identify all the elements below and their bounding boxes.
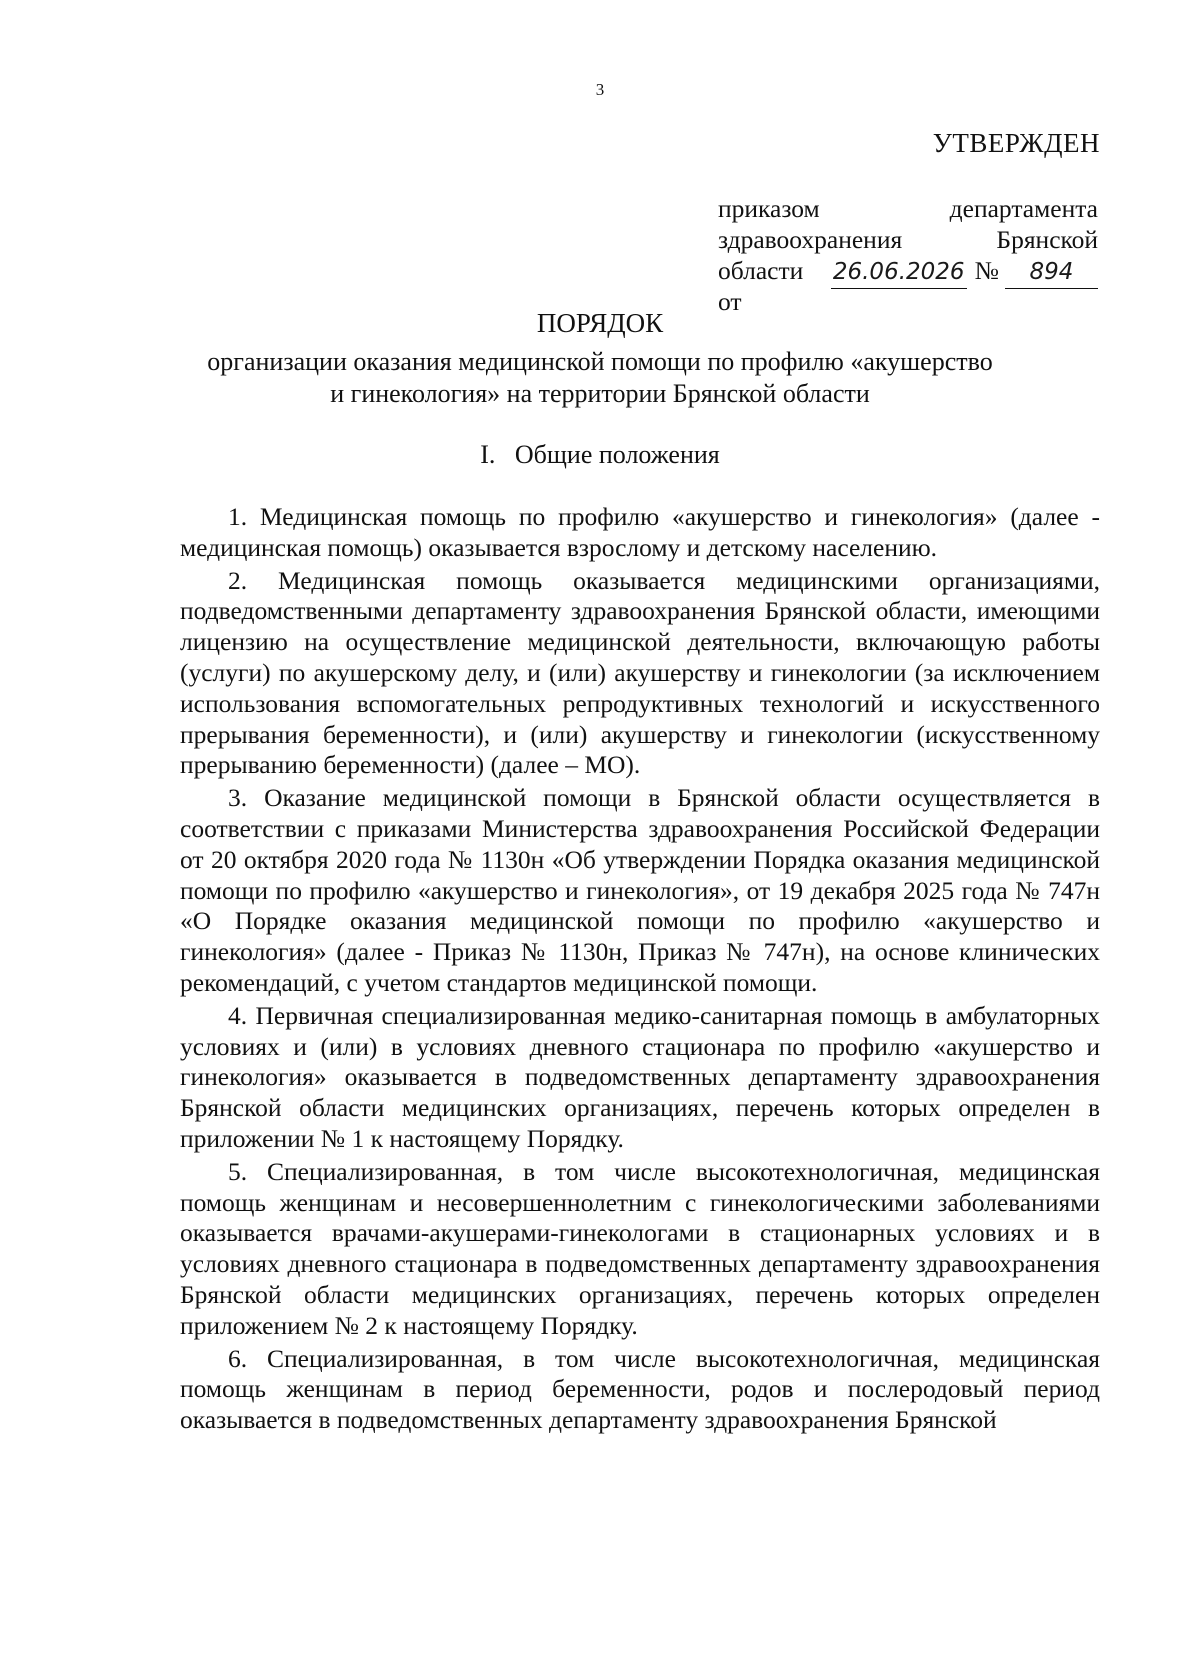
paragraph-4: 4. Первичная специализированная медико-санитарная помощь в амбулаторных условиях и (или) в условиях дневного стационара по профилю «акушерство и гинекология» оказывается в подведомственных департаменту здравоохранения Брянской области медицинских организациях, перечень которых определен в приложении № 1 к настоящему Порядку. [180,1000,1100,1153]
approval-date-handwritten: 26.06.2026 [831,257,967,289]
paragraph-1: 1. Медицинская помощь по профилю «акушерство и гинекология» (далее - медицинская помощь) оказывается взрослому и детскому населению. [180,502,1100,562]
approval-block [718,193,1098,317]
document-body [180,502,1100,1438]
approval-number-handwritten: 894 [1005,257,1098,289]
approval-line-2-right: Брянской [996,225,1098,254]
section-heading: I. Общие положения [480,440,720,469]
approval-line-2-left: здравоохранения [718,225,903,254]
document-subtitle: организации оказания медицинской помощи по профилю «акушерство и гинекология» на территории Брянской области [207,347,993,408]
paragraph-5: 5. Специализированная, в том числе высокотехнологичная, медицинская помощь женщинам и несовершеннолетним с гинекологическими заболеваниями оказывается врачами-акушерами-гинекологами в стационарных условиях и в условиях дневного стационара в подведомственных департаменту здравоохранения Брянской области медицинских организациях, перечень которых определен приложением № 2 к настоящему Порядку. [180,1156,1100,1340]
approval-date-prefix: области от [718,256,804,316]
approval-line-1-left: приказом [718,194,820,223]
page-number: 3 [595,80,605,99]
approval-number-label: № [974,256,999,285]
paragraph-6: 6. Специализированная, в том числе высокотехнологичная, медицинская помощь женщинам в период беременности, родов и послеродовый период оказывается в подведомственных департаменту здравоохранения Брянской [180,1343,1100,1435]
approval-line-1-right: департамента [949,194,1098,223]
approval-line-2 [718,224,1098,255]
approval-heading: УТВЕРЖДЕН [932,128,1100,158]
approval-line-1 [718,193,1098,224]
paragraph-2: 2. Медицинская помощь оказывается медицинскими организациями, подведомственными департаменту здравоохранения Брянской области, имеющими лицензию на осуществление медицинской деятельности, включающую работы (услуги) по акушерскому делу, и (или) акушерству и гинекологии (за исключением использования вспомогательных репродуктивных технологий и искусственного прерывания беременности), и (или) акушерству и гинекологии (искусственному прерыванию беременности) (далее – МО). [180,565,1100,780]
paragraph-3: 3. Оказание медицинской помощи в Брянской области осуществляется в соответствии с приказами Министерства здравоохранения Российской Федерации от 20 октября 2020 года № 1130н «Об утверждении Порядка оказания медицинской помощи по профилю «акушерство и гинекология», от 19 декабря 2025 года № 747н «О Порядке оказания медицинской помощи по профилю «акушерство и гинекология» (далее - Приказ № 1130н, Приказ № 747н), на основе клинических рекомендаций, с учетом стандартов медицинской помощи. [180,783,1100,997]
document-title: ПОРЯДОК [536,308,664,338]
